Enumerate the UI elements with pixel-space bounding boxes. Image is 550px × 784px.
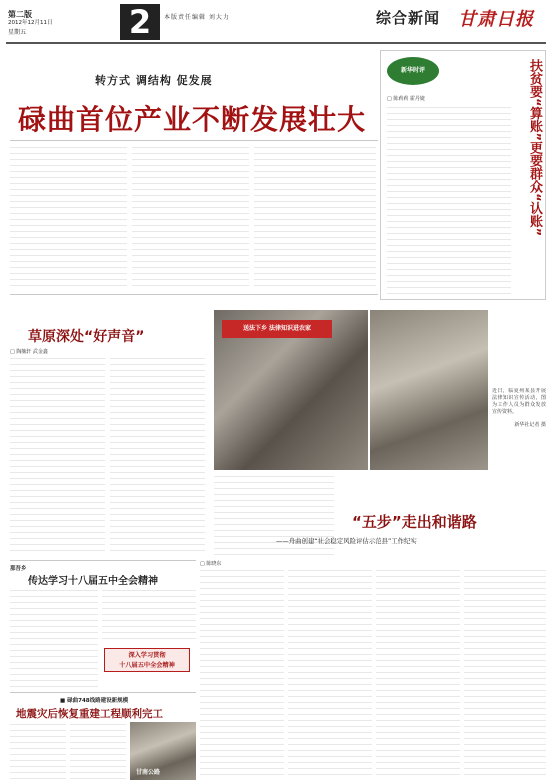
lead-headline: 碌曲首位产业不断发展壮大	[18, 103, 367, 136]
feature-headline: 草原深处“好声音”	[28, 329, 145, 345]
lead-bottom-rule	[10, 294, 378, 295]
restore-kicker: ■ 碌曲748线路建设新规模	[60, 698, 129, 704]
five-steps-headline: “五步”走出和谐路	[352, 513, 477, 531]
commentary-box	[380, 50, 546, 300]
restore-headline: 地震灾后恢复重建工程顺利完工	[16, 708, 163, 720]
feature-photo-right	[370, 310, 488, 470]
restore-body-col2	[70, 722, 126, 780]
five-steps-subtitle: ——舟曲创建“社会稳定风险评估示范县”工作纪实	[276, 537, 417, 545]
feature-photo-caption	[492, 388, 546, 429]
commentary-badge-text: 新华时评	[400, 67, 425, 74]
commentary-badge	[387, 57, 439, 85]
page-number: 2	[128, 3, 152, 41]
restore-top-rule	[10, 692, 196, 693]
lead-body-col2	[132, 145, 249, 290]
lead-body-col1	[10, 145, 127, 290]
commentary-byline: □ 陈莉莉 霍丹婕	[387, 96, 425, 102]
lead-divider	[10, 140, 378, 141]
header-rule	[6, 42, 546, 44]
feature-byline: □ 陶毓轩 武金鑫	[10, 349, 48, 355]
feature-photo-banner-text: 送法下乡 法律知识进农家	[242, 325, 312, 332]
five-steps-body-col1	[200, 568, 284, 778]
edition-info	[8, 10, 58, 37]
study-kicker: 那吾乡	[10, 566, 27, 572]
commentary-vertical-title: 扶贫要“算账”更要群众“认账”	[527, 59, 542, 237]
restore-body-col1	[10, 722, 66, 780]
feature-photo-credit: 新华社记者 摄	[514, 422, 546, 428]
feature-body-col1	[10, 356, 105, 556]
five-steps-byline: □ 陈晓东	[200, 561, 222, 567]
masthead-logo: 甘肃日报	[458, 9, 534, 30]
study-headline: 传达学习十八届五中全会精神	[28, 576, 158, 587]
section-name: 综合新闻	[376, 9, 441, 27]
study-top-rule	[10, 560, 196, 561]
commentary-body	[387, 105, 511, 295]
restore-photo	[130, 722, 196, 780]
study-highlight-box	[104, 648, 190, 672]
five-steps-body-col3	[376, 568, 460, 778]
lead-kicker: 转方式 调结构 促发展	[95, 74, 213, 87]
feature-body-col2	[110, 356, 205, 556]
five-steps-body-col4	[464, 568, 546, 778]
lead-body-col3	[254, 145, 376, 290]
editor-line: 本版责任编辑 刘大力	[164, 14, 230, 21]
page-number-box	[120, 4, 160, 40]
feature-photo-banner	[222, 320, 332, 338]
study-box-line2: 十八届五中全会精神	[119, 662, 175, 669]
edition-label: 第二版	[8, 10, 32, 19]
feature-photo-caption-text: 近日，临夏州某县开展法律知识宣传活动，图为工作人员为群众发放宣传资料。	[492, 388, 546, 415]
study-body-col1	[10, 588, 98, 688]
issue-date: 2012年12月11日	[8, 20, 53, 26]
five-steps-body-col2	[288, 568, 372, 778]
study-body-col2	[102, 588, 196, 643]
feature-photo-left	[214, 310, 368, 470]
restore-photo-label: 甘南公路	[136, 769, 161, 776]
issue-weekday: 星期五	[8, 29, 27, 36]
study-box-line1: 深入学习贯彻	[128, 652, 166, 659]
